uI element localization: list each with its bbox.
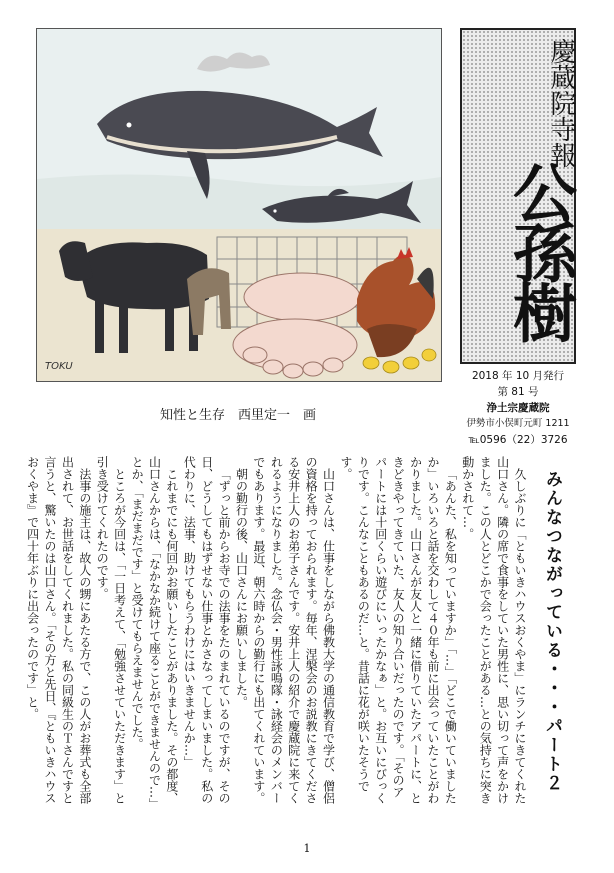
- masthead-title: 公孫樹: [502, 160, 577, 340]
- article-body: [25, 456, 528, 806]
- article-headline: みんなつながっている・・・パート２: [542, 470, 562, 793]
- article-paragraph: ところが今回は、「一日考えて、「勉強させていただきます」と引き受けてくれたのです。: [95, 456, 127, 804]
- issue-info: [460, 368, 576, 448]
- temple-phone: ℡0596（22）3726: [468, 434, 568, 446]
- illustration-caption: 知性と生存 西里定一 画: [160, 408, 317, 423]
- illustration-signature: TOKU: [45, 361, 73, 372]
- cover-illustration: [36, 28, 442, 382]
- page-number: 1: [303, 842, 311, 855]
- article-paragraph: 久しぶりに「ともいきハウスおくやま」にランチにきてくれた山口さん。隣の席で食事をしていた男性に、思い切って声をかけました。この人とどこかで会ったことがある…との気持ちに突き動かされて…。: [460, 456, 527, 804]
- article-paragraph: 「あんた、私を知っていますか」「…」「どこで働いていましたか」いろいろと話を交わして４０年も前に出会っていたことがわかりました。山口さんが友人と一緒に借りていたアパートに、ときどきやってきていた、友人の知り合いだったのです。「そのアパートには十回くらい遊びにいったかなぁ」と。お互いにびっくりです。こんなこともあるのだ…と。昔話に花が咲いたそうです。: [338, 456, 458, 804]
- article-paragraph: 法事の施主は、故人の甥にあたる方で、この人がお葬式も全部出されて、お世話をしてくれました。私の同級生のＴさんですと言うと、驚いたのは山口さん。「その方と先日、『ともいきハウスおくやま』で四十年ぶりに出会ったのです」と。: [25, 456, 92, 804]
- temple-address: 伊勢市小俣町元町 1211: [466, 418, 570, 429]
- article-paragraph: 朝の勤行の後、山口さんにお願いしました。: [234, 468, 249, 708]
- masthead-subtitle: 慶蔵院寺報: [546, 38, 576, 168]
- cover-illustration-drawing: [37, 29, 441, 381]
- article-paragraph: 「ずっと前からお寺での法事をたのまれているのですが、その日、どうしてもはずせない仕事とかさなってしまいました。私の代わりに、法事、助けてもらうわけにはいきませんか…」: [182, 456, 232, 804]
- temple-name: 浄土宗慶蔵院: [486, 402, 550, 414]
- issue-date: 2018 年 10 月発行: [471, 370, 565, 382]
- article-paragraph: これまでにも何回かお願いしたことがありました。その都度、山口さんからは、「なかなか続けて座ることができませんので…」とか、「まだまだです」と受けてもらえませんでした。: [130, 456, 179, 804]
- masthead: [460, 28, 576, 364]
- article-paragraph: 山口さんは、仕事をしながら佛教大学の通信教育で学び、僧侶の資格を持っておられます。毎年、涅槃会のお説教にきてくださる安井上人のお弟子さんです。安井上人の紹介で慶蔵院に来てくれるようになりました。念仏会・男性詠鳴隊・詠経会のメンバーでもあります。最近、朝六時からの勤行にも出てくれています。: [251, 456, 336, 804]
- issue-number: 第 81 号: [497, 386, 539, 398]
